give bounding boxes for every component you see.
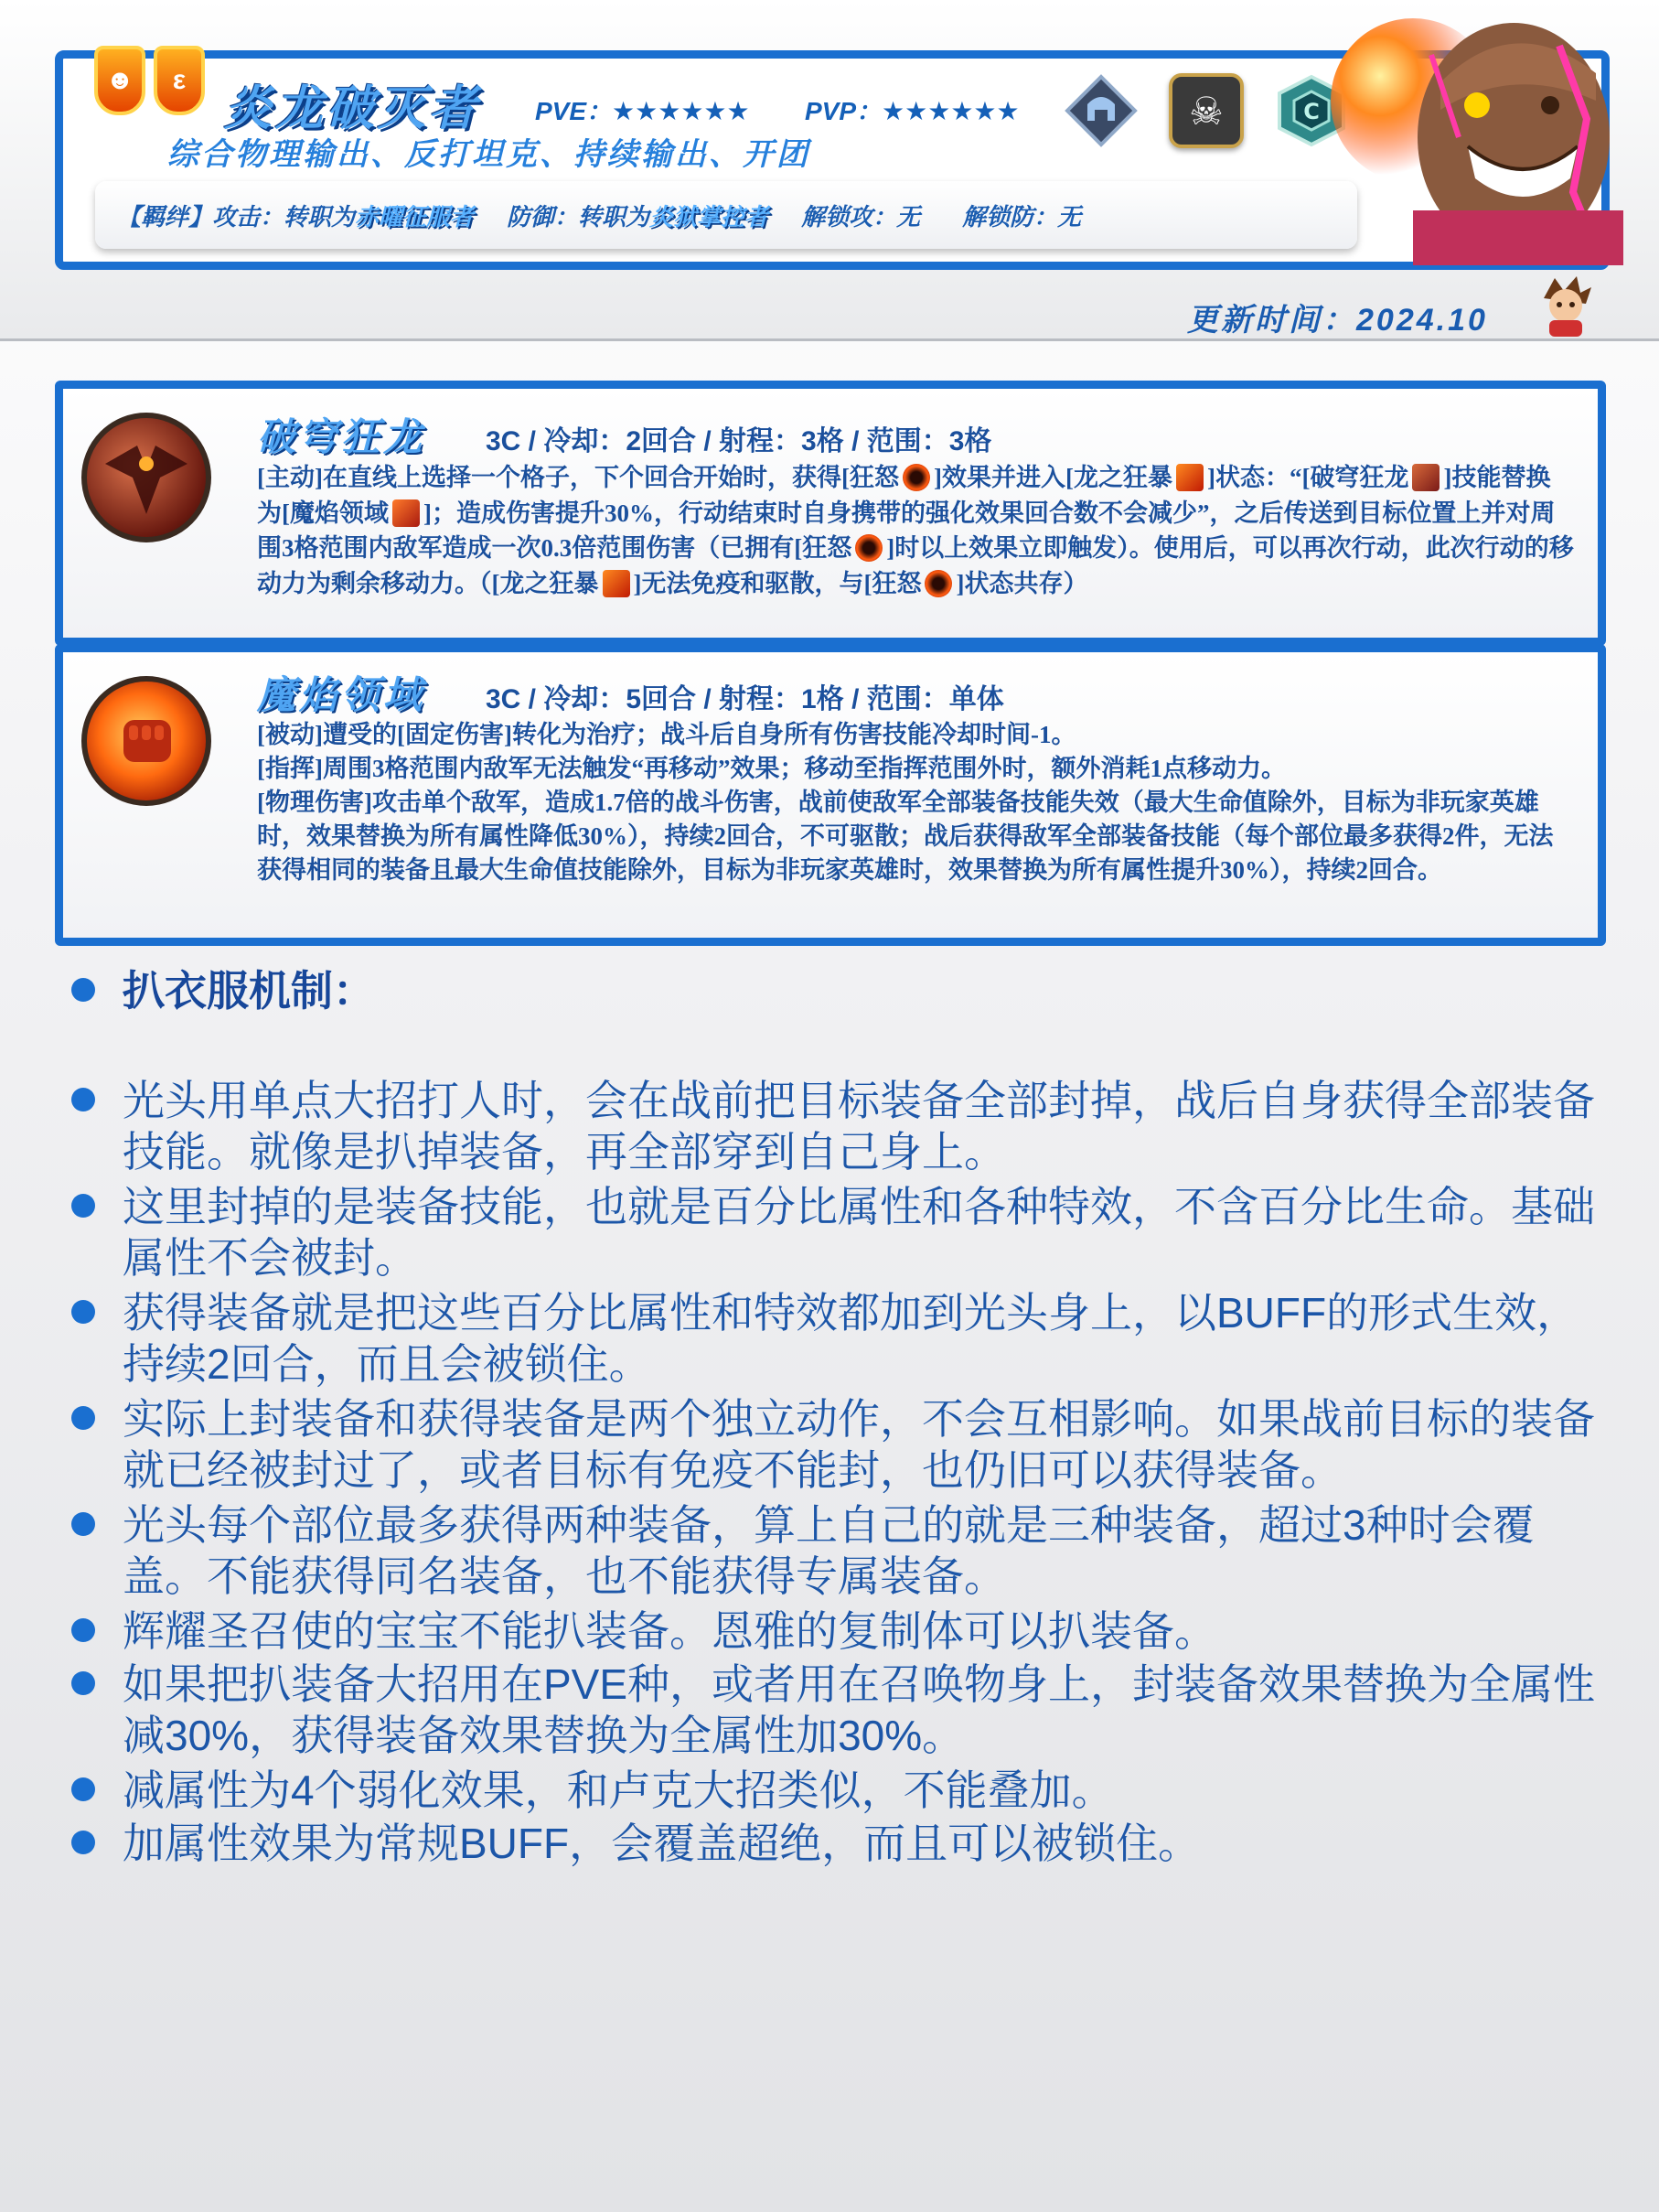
- bond-defense-class: 炎狱掌控者: [649, 202, 769, 231]
- dragon-rage-status-icon: [603, 570, 630, 597]
- rage-status-icon: [855, 534, 883, 562]
- skill-name: 魔焰领域: [257, 673, 426, 716]
- rage-status-icon: [925, 570, 952, 597]
- dragon-rage-status-icon: [1176, 464, 1204, 491]
- bullet-icon: [71, 1671, 95, 1695]
- element-badge-icon: ε: [154, 46, 205, 115]
- fist-skill-icon: [81, 676, 211, 806]
- bullet-icon: [71, 1512, 95, 1536]
- skill-card-1: [55, 381, 1606, 646]
- skill-card-2: [55, 644, 1606, 946]
- bullet-icon: [71, 1777, 95, 1801]
- dragon-skill-icon: [81, 413, 211, 542]
- rage-status-icon: [903, 464, 930, 491]
- bond-unlock-attack: 解锁攻：无: [801, 202, 921, 231]
- bond-unlock-defense: 解锁防：无: [962, 202, 1082, 231]
- skill-meta: 3C / 冷却：5回合 / 射程：1格 / 范围：单体: [486, 684, 1004, 714]
- skill-description: [被动]遭受的[固定伤害]转化为治疗；战斗后自身所有伤害技能冷却时间-1。 [指挥]周围3格范围内敌军无法触发“再移动”效果；移动至指挥范围外时，额外消耗1点移动力。 [物理伤害]攻击单个敌军，造成1.7倍的战斗伤害，战前使敌军全部装备技能失效（最大生命值除外，目标为非玩家英雄时，效果替换为所有属性降低30%），持续2回合，不可驱散；战后获得敌军全部装备技能（每个部位最多获得2件，无法获得相同的装备且最大生命值技能除外，目标为非玩家英雄时，效果替换为所有属性提升30%），持续2回合。: [257, 721, 1554, 884]
- mascot-avatar: [1536, 274, 1595, 337]
- skull-icon: ☠: [1169, 73, 1244, 148]
- bullet-icon: [71, 1300, 95, 1324]
- bullet-icon: [71, 1406, 95, 1430]
- hero-role-tags: 综合物理输出、反打坦克、持续输出、开团: [167, 137, 810, 172]
- pvp-rating: PVP：★★★★★★: [805, 97, 1020, 125]
- hero-name: 炎龙破灭者: [224, 82, 481, 135]
- bond-attack-class: 赤曜征服者: [355, 202, 475, 231]
- faction-badge-icon: ☻: [94, 46, 145, 115]
- bond-attack-prefix: 【羁绊】攻击：转职为: [117, 202, 356, 231]
- bond-bar: [95, 181, 1357, 249]
- bullet-icon: [71, 1194, 95, 1218]
- bullet-icon: [71, 978, 95, 1002]
- helmet-icon: [1064, 73, 1139, 148]
- skill-meta: 3C / 冷却：2回合 / 射程：3格 / 范围：3格: [486, 426, 992, 456]
- skill-mini-icon: [1412, 464, 1440, 491]
- skill-description: [主动]在直线上选择一个格子，下个回合开始时，获得[狂怒 ]效果并进入[龙之狂暴 ]状态：“[破穹狂龙 ]技能替换为[魔焰领域 ]；造成伤害提升30%，行动结束时自身携带的强化效果回合数不会减少”，之后传送到目标位置上并对周围3格范围内敌军造成一次0.3倍范围伤害（已拥有[狂怒 ]时以上效果立即触发）。使用后，可以再次行动，此次行动的移动力为剩余移动力。（[龙之狂暴 ]无法免疫和驱散，与[狂怒 ]状态共存）: [257, 464, 1574, 597]
- bullet-icon: [71, 1618, 95, 1642]
- update-time: 更新时间：2024.10: [1187, 303, 1488, 338]
- pve-rating: PVE：★★★★★★: [535, 97, 750, 125]
- field-skill-mini-icon: [392, 499, 420, 527]
- svg-text:C: C: [1303, 99, 1320, 124]
- bullet-icon: [71, 1831, 95, 1854]
- hero-portrait: [1331, 9, 1623, 265]
- skill-name: 破穹狂龙: [257, 415, 426, 458]
- bond-defense-prefix: 防御：转职为: [507, 202, 650, 231]
- bullet-icon: [71, 1088, 95, 1111]
